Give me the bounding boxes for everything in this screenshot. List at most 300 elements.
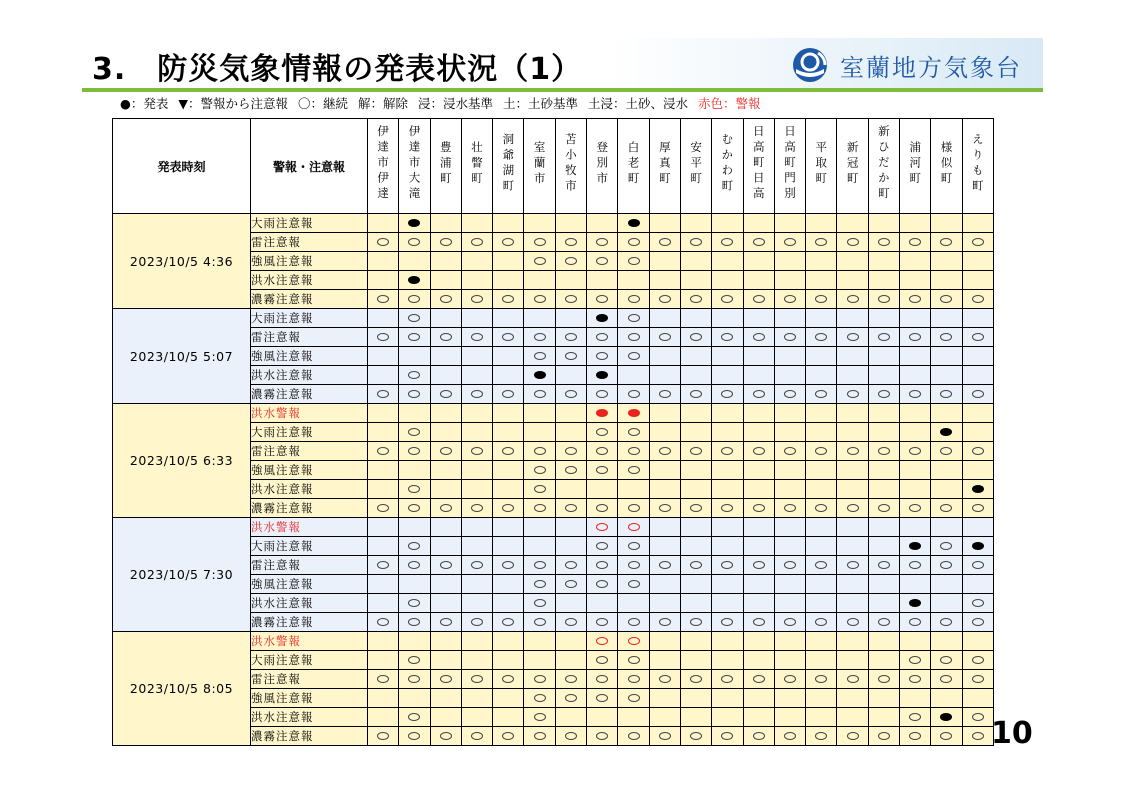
continued-mark-icon: [471, 561, 483, 569]
status-cell: [962, 290, 993, 309]
status-cell: [524, 689, 555, 708]
status-cell: [868, 518, 899, 537]
status-cell: [806, 594, 837, 613]
status-cell: [837, 480, 868, 499]
continued-mark-icon: [721, 390, 733, 398]
status-cell: [931, 613, 962, 632]
status-cell: [837, 252, 868, 271]
status-cell: [680, 328, 711, 347]
header-municipality: [806, 119, 837, 214]
continued-mark-icon: [909, 295, 921, 303]
header-municipality: [680, 119, 711, 214]
status-cell: [368, 480, 399, 499]
status-cell: [712, 594, 743, 613]
status-cell: [587, 651, 618, 670]
status-cell: [430, 480, 461, 499]
municipality-label: 壮瞥町: [470, 140, 485, 188]
status-cell: [962, 594, 993, 613]
status-cell: [774, 385, 805, 404]
status-cell: [774, 537, 805, 556]
continued-mark-icon: [815, 675, 827, 683]
continued-mark-icon: [847, 390, 859, 398]
warning-status-table: [112, 118, 994, 746]
status-cell: [618, 461, 649, 480]
advisory-type-label: 洪水注意報: [251, 480, 368, 499]
status-cell: [524, 670, 555, 689]
continued-mark-icon: [940, 504, 952, 512]
status-cell: [587, 708, 618, 727]
municipality-label: 登別市: [595, 140, 610, 188]
continued-mark-icon: [815, 295, 827, 303]
status-cell: [962, 632, 993, 651]
status-cell: [649, 423, 680, 442]
status-cell: [461, 651, 492, 670]
status-cell: [368, 385, 399, 404]
status-cell: [618, 689, 649, 708]
status-cell: [430, 366, 461, 385]
status-cell: [680, 385, 711, 404]
continued-mark-icon: [628, 390, 640, 398]
status-cell: [868, 328, 899, 347]
status-cell: [399, 575, 430, 594]
status-cell: [649, 347, 680, 366]
status-cell: [868, 537, 899, 556]
continued-mark-icon: [440, 238, 452, 246]
status-cell: [900, 518, 931, 537]
status-cell: [743, 689, 774, 708]
continued-mark-icon: [596, 238, 608, 246]
header-warning-type: 警報・注意報: [251, 119, 368, 214]
status-cell: [868, 708, 899, 727]
warning-type-label: 洪水警報: [251, 404, 368, 423]
continued-mark-icon: [909, 618, 921, 626]
continued-mark-icon: [847, 447, 859, 455]
continued-mark-icon: [534, 485, 546, 493]
status-cell: [680, 347, 711, 366]
continued-mark-icon: [377, 618, 389, 626]
continued-mark-icon: [596, 466, 608, 474]
status-cell: [900, 594, 931, 613]
continued-mark-icon: [753, 333, 765, 341]
status-cell: [587, 575, 618, 594]
status-cell: [618, 575, 649, 594]
status-cell: [618, 518, 649, 537]
status-cell: [900, 347, 931, 366]
continued-mark-icon: [784, 295, 796, 303]
continued-mark-icon: [408, 314, 420, 322]
status-cell: [587, 613, 618, 632]
status-cell: [712, 499, 743, 518]
status-cell: [368, 556, 399, 575]
status-cell: [680, 670, 711, 689]
continued-mark-icon: [377, 732, 389, 740]
status-cell: [806, 404, 837, 423]
status-cell: [461, 347, 492, 366]
continued-mark-icon: [596, 504, 608, 512]
advisory-type-label: 濃霧注意報: [251, 290, 368, 309]
status-cell: [618, 214, 649, 233]
continued-mark-icon: [502, 618, 514, 626]
status-cell: [399, 689, 430, 708]
status-cell: [712, 651, 743, 670]
continued-mark-icon: [721, 447, 733, 455]
status-cell: [712, 309, 743, 328]
continued-mark-icon: [721, 295, 733, 303]
status-cell: [806, 461, 837, 480]
status-cell: [837, 499, 868, 518]
status-cell: [618, 309, 649, 328]
status-cell: [837, 575, 868, 594]
status-cell: [587, 727, 618, 746]
continued-mark-icon: [408, 447, 420, 455]
status-cell: [900, 271, 931, 290]
continued-mark-icon: [628, 447, 640, 455]
status-cell: [900, 366, 931, 385]
status-cell: [430, 290, 461, 309]
continued-mark-icon: [753, 238, 765, 246]
continued-mark-icon: [690, 333, 702, 341]
status-cell: [962, 708, 993, 727]
status-cell: [774, 708, 805, 727]
status-cell: [649, 271, 680, 290]
continued-mark-icon: [784, 732, 796, 740]
status-cell: [837, 708, 868, 727]
continued-mark-icon: [596, 352, 608, 360]
status-cell: [837, 423, 868, 442]
status-cell: [712, 461, 743, 480]
status-cell: [743, 461, 774, 480]
continued-mark-icon: [471, 390, 483, 398]
header-municipality: [962, 119, 993, 214]
status-cell: [743, 385, 774, 404]
status-cell: [618, 233, 649, 252]
status-cell: [962, 480, 993, 499]
advisory-type-label: 雷注意報: [251, 442, 368, 461]
continued-mark-icon: [377, 561, 389, 569]
status-cell: [493, 461, 524, 480]
status-cell: [900, 632, 931, 651]
continued-mark-icon: [815, 447, 827, 455]
status-cell: [774, 252, 805, 271]
status-cell: [712, 556, 743, 575]
continued-mark-icon: [408, 333, 420, 341]
advisory-type-label: 強風注意報: [251, 461, 368, 480]
status-cell: [461, 385, 492, 404]
continued-mark-icon: [534, 466, 546, 474]
status-cell: [368, 518, 399, 537]
status-cell: [931, 632, 962, 651]
status-cell: [774, 689, 805, 708]
status-cell: [868, 594, 899, 613]
status-cell: [806, 651, 837, 670]
continued-mark-icon: [753, 390, 765, 398]
status-cell: [931, 537, 962, 556]
status-cell: [962, 233, 993, 252]
issue-time: 2023/10/5 7:30: [113, 518, 251, 632]
status-cell: [461, 461, 492, 480]
municipality-label: 苫小牧市: [563, 133, 578, 195]
status-cell: [743, 252, 774, 271]
continued-mark-icon: [534, 732, 546, 740]
status-cell: [774, 613, 805, 632]
municipality-label: 平取町: [814, 140, 829, 188]
status-cell: [868, 214, 899, 233]
status-cell: [399, 556, 430, 575]
status-cell: [430, 252, 461, 271]
continued-mark-icon: [628, 542, 640, 550]
continued-mark-icon: [534, 352, 546, 360]
continued-mark-icon: [565, 504, 577, 512]
status-cell: [399, 328, 430, 347]
continued-mark-icon: [565, 238, 577, 246]
status-cell: [837, 594, 868, 613]
continued-mark-icon: [377, 447, 389, 455]
table-row: [113, 632, 994, 651]
continued-mark-icon: [972, 504, 984, 512]
status-cell: [837, 366, 868, 385]
status-cell: [868, 385, 899, 404]
continued-mark-icon: [565, 675, 577, 683]
status-cell: [900, 651, 931, 670]
continued-mark-icon: [690, 390, 702, 398]
status-cell: [806, 423, 837, 442]
status-cell: [900, 575, 931, 594]
continued-mark-icon: [815, 333, 827, 341]
status-cell: [806, 366, 837, 385]
status-cell: [962, 537, 993, 556]
status-cell: [493, 328, 524, 347]
status-cell: [430, 727, 461, 746]
legend-item: 土：土砂基準: [503, 96, 579, 111]
continued-mark-icon: [408, 561, 420, 569]
continued-mark-icon: [847, 295, 859, 303]
continued-mark-icon: [753, 295, 765, 303]
status-cell: [774, 309, 805, 328]
municipality-label: 新ひだか町: [876, 125, 891, 203]
status-cell: [368, 651, 399, 670]
status-cell: [399, 727, 430, 746]
issue-time: 2023/10/5 6:33: [113, 404, 251, 518]
continued-mark-icon: [440, 732, 452, 740]
continued-mark-icon: [909, 656, 921, 664]
continued-mark-icon: [628, 238, 640, 246]
status-cell: [587, 537, 618, 556]
continued-mark-icon: [847, 561, 859, 569]
status-cell: [837, 670, 868, 689]
municipality-label: 厚真町: [657, 140, 672, 188]
status-cell: [868, 423, 899, 442]
status-cell: [587, 385, 618, 404]
status-cell: [962, 252, 993, 271]
municipality-label: 洞爺湖町: [501, 133, 516, 195]
status-cell: [962, 727, 993, 746]
status-cell: [399, 347, 430, 366]
status-cell: [461, 442, 492, 461]
status-cell: [712, 423, 743, 442]
status-cell: [618, 537, 649, 556]
status-cell: [430, 613, 461, 632]
continued-mark-icon: [565, 295, 577, 303]
advisory-type-label: 濃霧注意報: [251, 727, 368, 746]
status-cell: [368, 366, 399, 385]
status-cell: [774, 366, 805, 385]
continued-mark-icon: [628, 675, 640, 683]
status-cell: [587, 214, 618, 233]
continued-mark-icon: [972, 295, 984, 303]
status-cell: [555, 632, 586, 651]
status-cell: [868, 252, 899, 271]
table-row: [113, 214, 994, 233]
status-cell: [837, 727, 868, 746]
issue-time: 2023/10/5 5:07: [113, 309, 251, 404]
status-cell: [555, 727, 586, 746]
continued-mark-icon: [534, 238, 546, 246]
status-cell: [837, 385, 868, 404]
continued-mark-icon: [534, 504, 546, 512]
status-cell: [680, 613, 711, 632]
continued-mark-icon: [408, 713, 420, 721]
status-cell: [837, 632, 868, 651]
status-cell: [806, 385, 837, 404]
status-cell: [399, 252, 430, 271]
status-cell: [649, 651, 680, 670]
status-cell: [399, 632, 430, 651]
status-cell: [900, 499, 931, 518]
status-cell: [680, 575, 711, 594]
status-cell: [493, 480, 524, 499]
continued-mark-icon: [628, 314, 640, 322]
status-cell: [868, 632, 899, 651]
status-cell: [399, 461, 430, 480]
continued-mark-icon: [471, 333, 483, 341]
table-row: [113, 404, 994, 423]
status-cell: [743, 708, 774, 727]
status-cell: [587, 556, 618, 575]
continued-mark-icon: [408, 732, 420, 740]
status-cell: [430, 233, 461, 252]
legend: [120, 94, 767, 112]
continued-mark-icon: [784, 447, 796, 455]
continued-mark-icon: [721, 238, 733, 246]
issued-mark-icon: [972, 542, 984, 550]
status-cell: [430, 537, 461, 556]
continued-mark-icon: [565, 352, 577, 360]
advisory-type-label: 雷注意報: [251, 233, 368, 252]
continued-mark-icon: [721, 561, 733, 569]
status-cell: [524, 632, 555, 651]
status-cell: [962, 689, 993, 708]
continued-mark-icon: [628, 295, 640, 303]
status-cell: [806, 556, 837, 575]
status-cell: [493, 537, 524, 556]
continued-mark-icon: [596, 542, 608, 550]
status-cell: [461, 594, 492, 613]
continued-mark-icon: [534, 257, 546, 265]
continued-mark-icon: [847, 618, 859, 626]
status-cell: [806, 271, 837, 290]
continued-mark-icon: [534, 713, 546, 721]
status-cell: [962, 214, 993, 233]
continued-mark-icon: [690, 295, 702, 303]
status-cell: [931, 385, 962, 404]
continued-mark-icon: [471, 618, 483, 626]
continued-mark-icon: [628, 694, 640, 702]
status-cell: [931, 290, 962, 309]
status-cell: [618, 556, 649, 575]
continued-mark-icon: [565, 466, 577, 474]
issued-mark-icon: [408, 276, 420, 284]
status-cell: [649, 556, 680, 575]
status-cell: [649, 594, 680, 613]
status-cell: [368, 252, 399, 271]
continued-mark-icon: [659, 390, 671, 398]
continued-mark-icon: [847, 333, 859, 341]
status-cell: [555, 689, 586, 708]
continued-mark-icon: [784, 675, 796, 683]
status-cell: [680, 423, 711, 442]
status-cell: [962, 385, 993, 404]
status-cell: [962, 404, 993, 423]
status-cell: [649, 214, 680, 233]
continued-mark-icon: [690, 732, 702, 740]
status-cell: [712, 328, 743, 347]
status-cell: [368, 670, 399, 689]
status-cell: [399, 518, 430, 537]
header-municipality: [712, 119, 743, 214]
status-cell: [461, 328, 492, 347]
status-cell: [430, 651, 461, 670]
continued-mark-icon: [502, 447, 514, 455]
continued-mark-icon: [659, 447, 671, 455]
continued-mark-icon: [565, 618, 577, 626]
status-cell: [555, 233, 586, 252]
continued-mark-icon: [440, 447, 452, 455]
status-cell: [493, 556, 524, 575]
status-cell: [399, 271, 430, 290]
status-cell: [712, 214, 743, 233]
continued-mark-icon: [502, 561, 514, 569]
status-cell: [774, 461, 805, 480]
status-cell: [618, 727, 649, 746]
continued-mark-icon: [408, 618, 420, 626]
continued-mark-icon: [940, 447, 952, 455]
legend-item: 〇：継続: [298, 96, 349, 111]
advisory-type-label: 雷注意報: [251, 556, 368, 575]
status-cell: [931, 594, 962, 613]
continued-mark-icon: [753, 561, 765, 569]
status-cell: [430, 328, 461, 347]
status-cell: [806, 499, 837, 518]
advisory-type-label: 洪水注意報: [251, 708, 368, 727]
status-cell: [493, 214, 524, 233]
status-cell: [743, 594, 774, 613]
status-cell: [962, 613, 993, 632]
continued-mark-icon: [596, 675, 608, 683]
status-cell: [618, 708, 649, 727]
status-cell: [774, 328, 805, 347]
status-cell: [461, 613, 492, 632]
status-cell: [680, 271, 711, 290]
status-cell: [806, 670, 837, 689]
status-cell: [900, 613, 931, 632]
status-cell: [806, 727, 837, 746]
status-cell: [618, 632, 649, 651]
status-cell: [680, 233, 711, 252]
status-cell: [524, 214, 555, 233]
header-municipality: [587, 119, 618, 214]
status-cell: [837, 461, 868, 480]
status-cell: [962, 309, 993, 328]
